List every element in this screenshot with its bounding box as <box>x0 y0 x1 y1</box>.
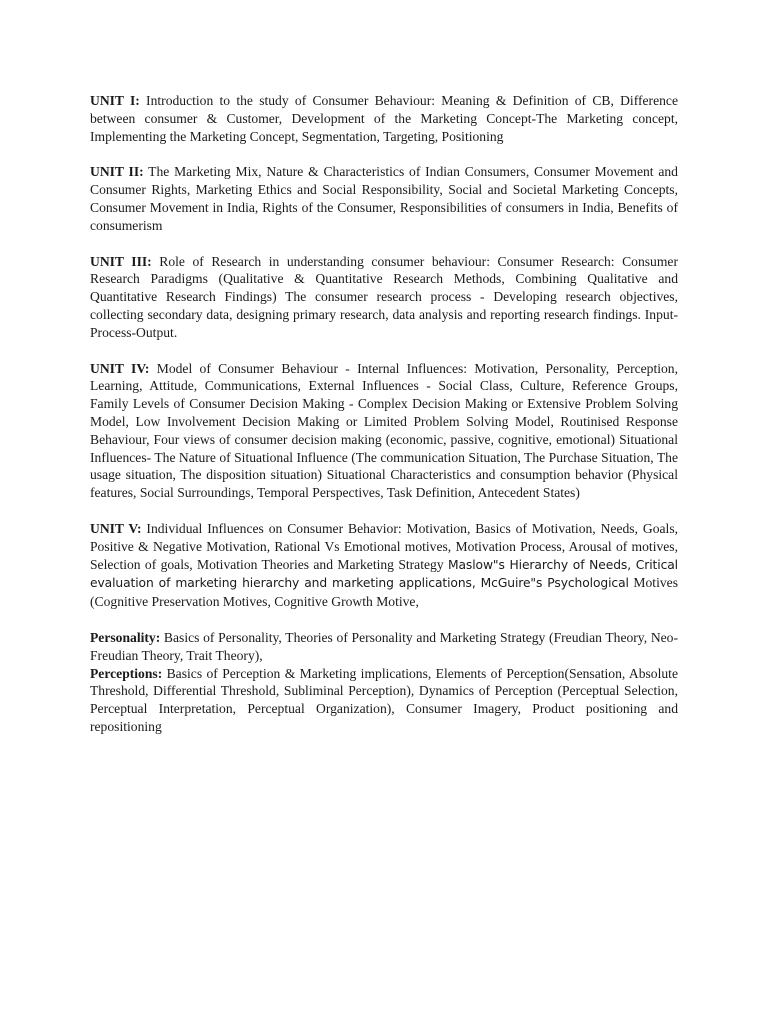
personality-label: Personality: <box>90 629 161 645</box>
unit-2-paragraph <box>90 163 678 234</box>
personality-paragraph <box>90 629 678 665</box>
unit-1-label: UNIT I: <box>90 93 140 108</box>
unit-5-paragraph <box>90 520 678 611</box>
unit-3-label: UNIT III: <box>90 253 152 269</box>
unit-5-text-part1: Individual Influences on Consumer Behavior: Motivation, Basics of Motivation, Needs, Goals, Positive & Negative Motivation, Rational Vs Emotional motives, Motivation Process, Arousal of motives, Selection of goals, Motivation Theories and Marketing Strategy <box>90 520 679 572</box>
unit-1-text: Introduction to the study of Consumer Behaviour: Meaning & Definition of CB, Difference between consumer & Customer, Development of the Marketing Concept-The Marketing concept, Implementing the Marketing Concept, Segmentation, Targeting, Positioning <box>90 93 678 144</box>
perceptions-paragraph <box>90 665 678 736</box>
unit-5-text-part2: Maslow"s Hierarchy of Needs, Critical evaluation of marketing hierarchy and marketing applications, McGuire"s Psychological <box>90 557 678 591</box>
unit-1-paragraph <box>90 92 678 145</box>
perceptions-text: Basics of Perception & Marketing implications, Elements of Perception(Sensation, Absolute Threshold, Differential Threshold, Subliminal Perception), Dynamics of Perception (Perceptual Selection, Perceptual Interpretation, Perceptual Organization), Consumer Imagery, Product positioning and repositioning <box>90 665 678 734</box>
unit-4-text: Model of Consumer Behaviour - Internal Influences: Motivation, Personality, Perception, Learning, Attitude, Communications, External Influences - Social Class, Culture, Reference Groups, Family Levels of Consumer Decision Making - Complex Decision Making or Extensive Problem Solving Model, Low Involvement Decision Making or Limited Problem Solving Model, Routinised Response Behaviour, Four views of consumer decision making (economic, passive, cognitive, emotional) Situational Influences- The Nature of Situational Influence (The communication Situation, The Purchase Situation, The usage situation, The disposition situation) Situational Characteristics and consumption behavior (Physical features, Social Surroundings, Temporal Perspectives, Task Definition, Antecedent States) <box>90 360 678 501</box>
unit-2-text: The Marketing Mix, Nature & Characteristics of Indian Consumers, Consumer Movement and Consumer Rights, Marketing Ethics and Social Responsibility, Social and Societal Marketing Concepts, Consumer Movement in India, Rights of the Consumer, Responsibilities of consumers in India, Benefits of consumerism <box>90 164 678 233</box>
unit-4-paragraph <box>90 360 678 502</box>
unit-3-paragraph <box>90 253 678 342</box>
unit-5-label: UNIT V: <box>90 520 142 536</box>
syllabus-document <box>90 92 678 754</box>
unit-5-text-part3: Motives (Cognitive Preservation Motives, Cognitive Growth Motive, <box>90 575 678 610</box>
perceptions-label: Perceptions: <box>90 665 163 681</box>
unit-4-label: UNIT IV: <box>90 360 150 376</box>
unit-2-label: UNIT II: <box>90 164 144 180</box>
unit-3-text: Role of Research in understanding consumer behaviour: Consumer Research: Consumer Research Paradigms (Qualitative & Quantitative Research Methods, Combining Qualitative and Quantitative Research Findings) The consumer research process - Developing research objectives, collecting secondary data, designing primary research, data analysis and reporting research findings. Input-Process-Output. <box>90 253 678 340</box>
personality-text: Basics of Personality, Theories of Personality and Marketing Strategy (Freudian Theory, Neo-Freudian Theory, Trait Theory), <box>90 629 678 663</box>
